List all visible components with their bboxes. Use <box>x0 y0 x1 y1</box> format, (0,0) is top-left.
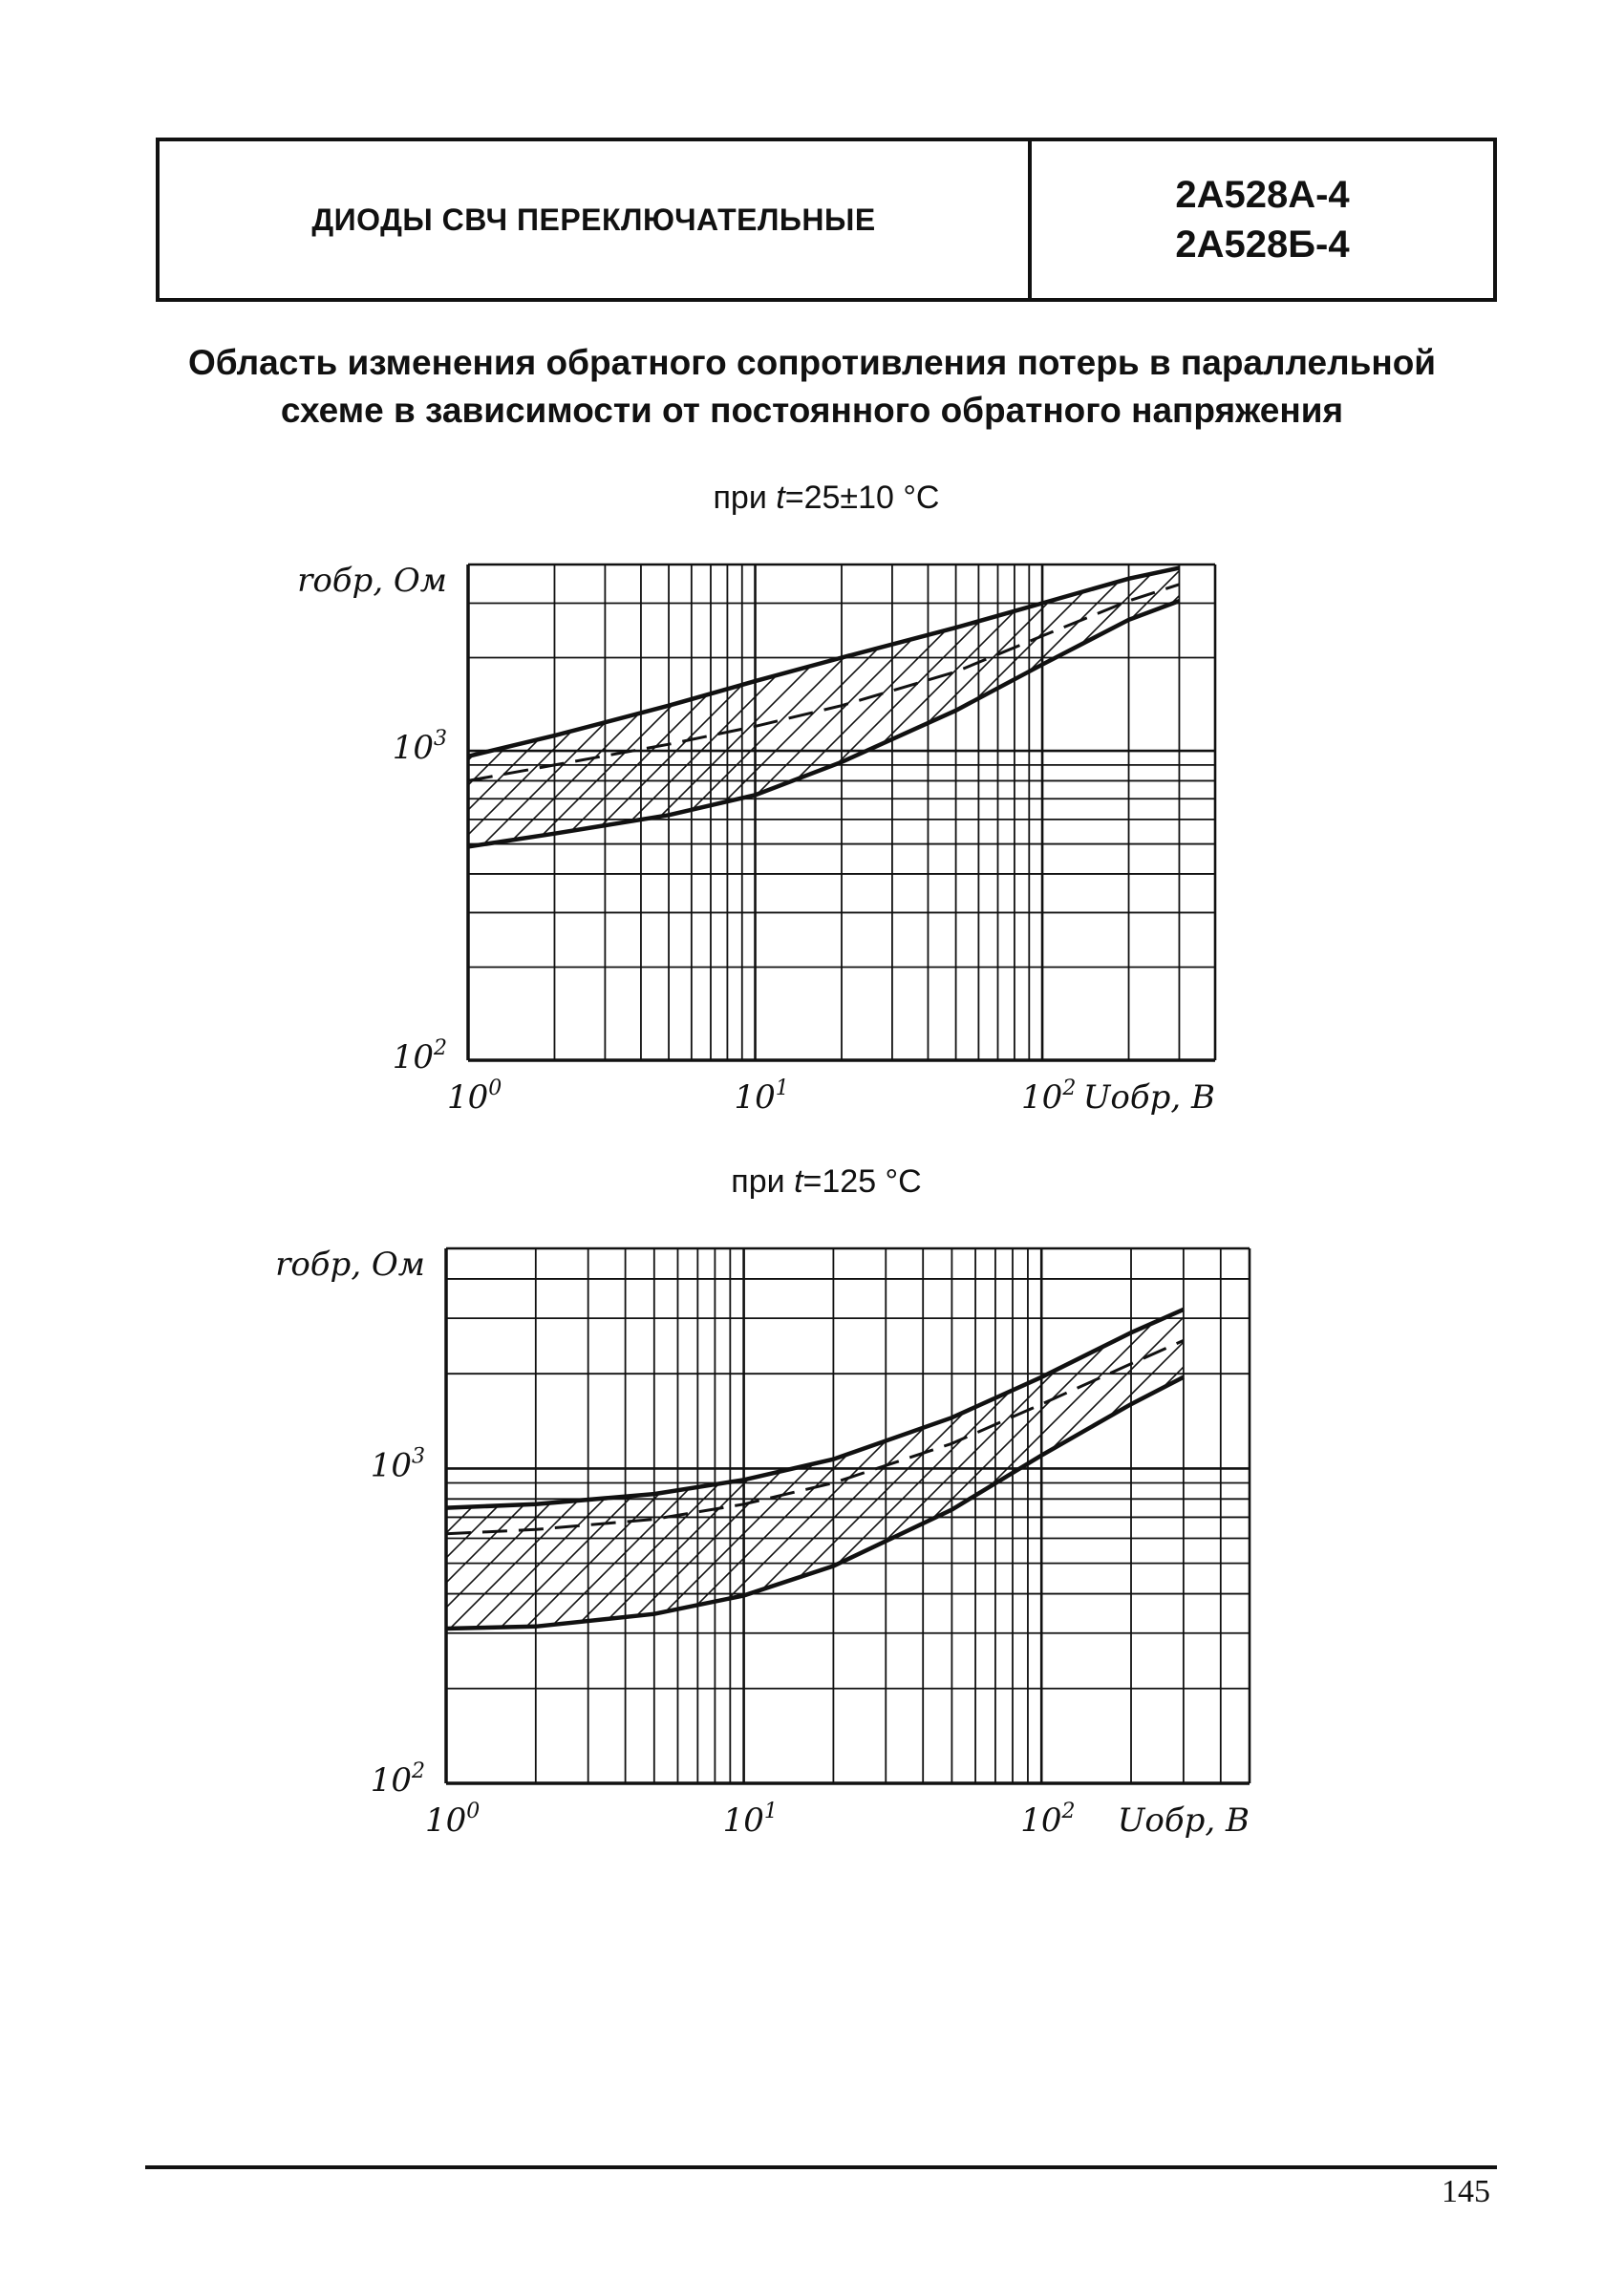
chart-2-hatch <box>0 1248 1624 1783</box>
x-tick-label: $10^2$ <box>1021 1076 1077 1117</box>
hatch-line <box>1165 1248 1624 1783</box>
hatch-line <box>196 1248 731 1783</box>
hatch-line <box>1211 565 1624 1060</box>
hatch-line <box>1289 1248 1624 1783</box>
hatch-line <box>1562 1248 1624 1783</box>
hatch-line <box>891 1248 1426 1783</box>
chart-2-grid <box>446 1248 1250 1783</box>
chart-2-caption-suffix: =125 °C <box>802 1163 922 1200</box>
hatch-line <box>1338 1248 1624 1783</box>
hatch-line <box>0 565 490 1060</box>
hatch-line <box>792 1248 1327 1783</box>
chart-1-grid <box>468 565 1215 1060</box>
hatch-line <box>1363 1248 1624 1783</box>
page-title-line-1: Область изменения обратного сопротивления потерь в параллельной <box>187 343 1437 382</box>
x-tick-label: $10^1$ <box>722 1800 778 1840</box>
lower-bound-line <box>468 601 1180 846</box>
hatch-line <box>643 1248 1178 1783</box>
hatch-line <box>0 1248 433 1783</box>
hatch-line <box>121 1248 656 1783</box>
header-title: ДИОДЫ СВЧ ПЕРЕКЛЮЧАТЕЛЬНЫЕ <box>311 202 876 237</box>
hatch-line <box>47 1248 582 1783</box>
part-number-a: 2А528А-4 <box>1175 174 1350 216</box>
hatch-line <box>941 1248 1476 1783</box>
y-tick-label: $10^3$ <box>370 1444 425 1485</box>
footer-rule <box>145 2165 1497 2169</box>
chart-1-caption-suffix: =25±10 °C <box>784 479 940 516</box>
chart-1 <box>0 562 1624 1117</box>
hatch-line <box>1509 565 1624 1060</box>
upper-bound-line <box>446 1310 1184 1508</box>
hatch-line <box>1612 1248 1624 1783</box>
hatch-line <box>494 1248 1029 1783</box>
hatch-line <box>367 565 863 1060</box>
hatch-line <box>1189 1248 1624 1783</box>
x-axis-label: Uобр, В <box>1117 1801 1250 1840</box>
hatch-line <box>1463 1248 1624 1783</box>
hatch-line <box>19 565 515 1060</box>
hatch-line <box>1214 1248 1624 1783</box>
hatch-line <box>1609 565 1624 1060</box>
y-tick-label: $10^3$ <box>392 727 447 768</box>
hatch-line <box>1015 1248 1550 1783</box>
hatch-line <box>1090 1248 1624 1783</box>
x-tick-label: $10^2$ <box>1020 1800 1076 1840</box>
hatch-line <box>1413 1248 1624 1783</box>
hatch-line <box>295 1248 830 1783</box>
hatch-line <box>317 565 813 1060</box>
hatch-line <box>345 1248 880 1783</box>
hatch-line <box>72 1248 607 1783</box>
hatch-line <box>0 1248 507 1783</box>
hatch-line <box>1559 565 1624 1060</box>
hatch-line <box>640 565 1136 1060</box>
hatch-line <box>44 565 540 1060</box>
chart-1-caption-prefix: при <box>713 479 777 516</box>
hatch-line <box>270 1248 805 1783</box>
hatch-line <box>1261 565 1624 1060</box>
hatch-line <box>1137 565 1624 1060</box>
hatch-line <box>1112 565 1608 1060</box>
hatch-line <box>1239 1248 1624 1783</box>
hatch-line <box>1087 565 1583 1060</box>
hatch-line <box>842 1248 1377 1783</box>
hatch-line <box>96 1248 631 1783</box>
hatch-line <box>742 1248 1277 1783</box>
x-tick-label: $10^0$ <box>447 1076 502 1117</box>
hatch-line <box>1186 565 1624 1060</box>
hatch-line <box>1587 1248 1624 1783</box>
hatch-line <box>1534 565 1624 1060</box>
hatch-line <box>1584 565 1624 1060</box>
x-tick-label: $10^1$ <box>734 1076 789 1117</box>
y-axis-label: rобр, Ом <box>297 562 447 600</box>
hatch-line <box>1388 1248 1624 1783</box>
hatch-line <box>1040 1248 1575 1783</box>
hatch-line <box>1512 1248 1624 1783</box>
page-title-line-2: схеме в зависимости от постоянного обратного напряжения <box>280 391 1344 430</box>
hatch-line <box>1438 1248 1624 1783</box>
hatch-line <box>0 1248 458 1783</box>
hatch-line <box>717 1248 1252 1783</box>
hatch-line <box>0 565 440 1060</box>
hatch-line <box>1336 565 1624 1060</box>
hatch-line <box>246 1248 780 1783</box>
hatch-line <box>1062 565 1558 1060</box>
y-tick-label: $10^2$ <box>370 1759 425 1800</box>
hatch-line <box>0 565 391 1060</box>
hatch-line <box>1435 565 1624 1060</box>
chart-1-caption-var: t <box>776 479 785 516</box>
hatch-line <box>1162 565 1624 1060</box>
hatch-line <box>991 1248 1526 1783</box>
hatch-line <box>966 1248 1501 1783</box>
hatch-line <box>693 1248 1228 1783</box>
hatch-line <box>395 1248 930 1783</box>
hatch-line <box>1037 565 1533 1060</box>
hatch-line <box>1487 1248 1624 1783</box>
hatch-line <box>1314 1248 1624 1783</box>
hatch-line <box>419 1248 954 1783</box>
hatch-line <box>1286 565 1624 1060</box>
part-number-b: 2А528Б-4 <box>1175 224 1350 266</box>
hatch-line <box>1140 1248 1624 1783</box>
hatch-line <box>342 565 838 1060</box>
hatch-line <box>22 1248 557 1783</box>
x-tick-label: $10^0$ <box>425 1800 481 1840</box>
hatch-line <box>1360 565 1624 1060</box>
hatch-line <box>568 1248 1103 1783</box>
hatch-line <box>0 565 416 1060</box>
chart-2-caption-var: t <box>794 1163 803 1200</box>
hatch-line <box>1410 565 1624 1060</box>
hatch-line <box>370 1248 905 1783</box>
hatch-line <box>1385 565 1624 1060</box>
hatch-line <box>1460 565 1624 1060</box>
hatch-line <box>544 1248 1079 1783</box>
hatch-line <box>444 1248 979 1783</box>
hatch-line <box>392 565 887 1060</box>
hatch-line <box>292 565 788 1060</box>
x-axis-label: Uобр, В <box>1082 1078 1215 1117</box>
hatch-line <box>767 1248 1302 1783</box>
hatch-line <box>1485 565 1624 1060</box>
hatch-line <box>146 1248 681 1783</box>
y-axis-label: rобр, Ом <box>275 1246 425 1284</box>
hatch-line <box>0 1248 482 1783</box>
chart-2 <box>0 1246 1624 1840</box>
hatch-line <box>519 1248 1054 1783</box>
hatch-line <box>0 565 465 1060</box>
hatch-line <box>0 1248 408 1783</box>
hatch-line <box>1236 565 1624 1060</box>
chart-1-hatch <box>0 565 1624 1060</box>
y-tick-label: $10^2$ <box>392 1036 447 1076</box>
hatch-line <box>817 1248 1352 1783</box>
chart-2-caption-prefix: при <box>731 1163 795 1200</box>
hatch-line <box>1115 1248 1624 1783</box>
hatch-line <box>1311 565 1624 1060</box>
hatch-line <box>866 1248 1401 1783</box>
hatch-line <box>1537 1248 1624 1783</box>
hatch-line <box>1264 1248 1624 1783</box>
hatch-line <box>0 1248 532 1783</box>
page-number: 145 <box>1442 2174 1490 2209</box>
